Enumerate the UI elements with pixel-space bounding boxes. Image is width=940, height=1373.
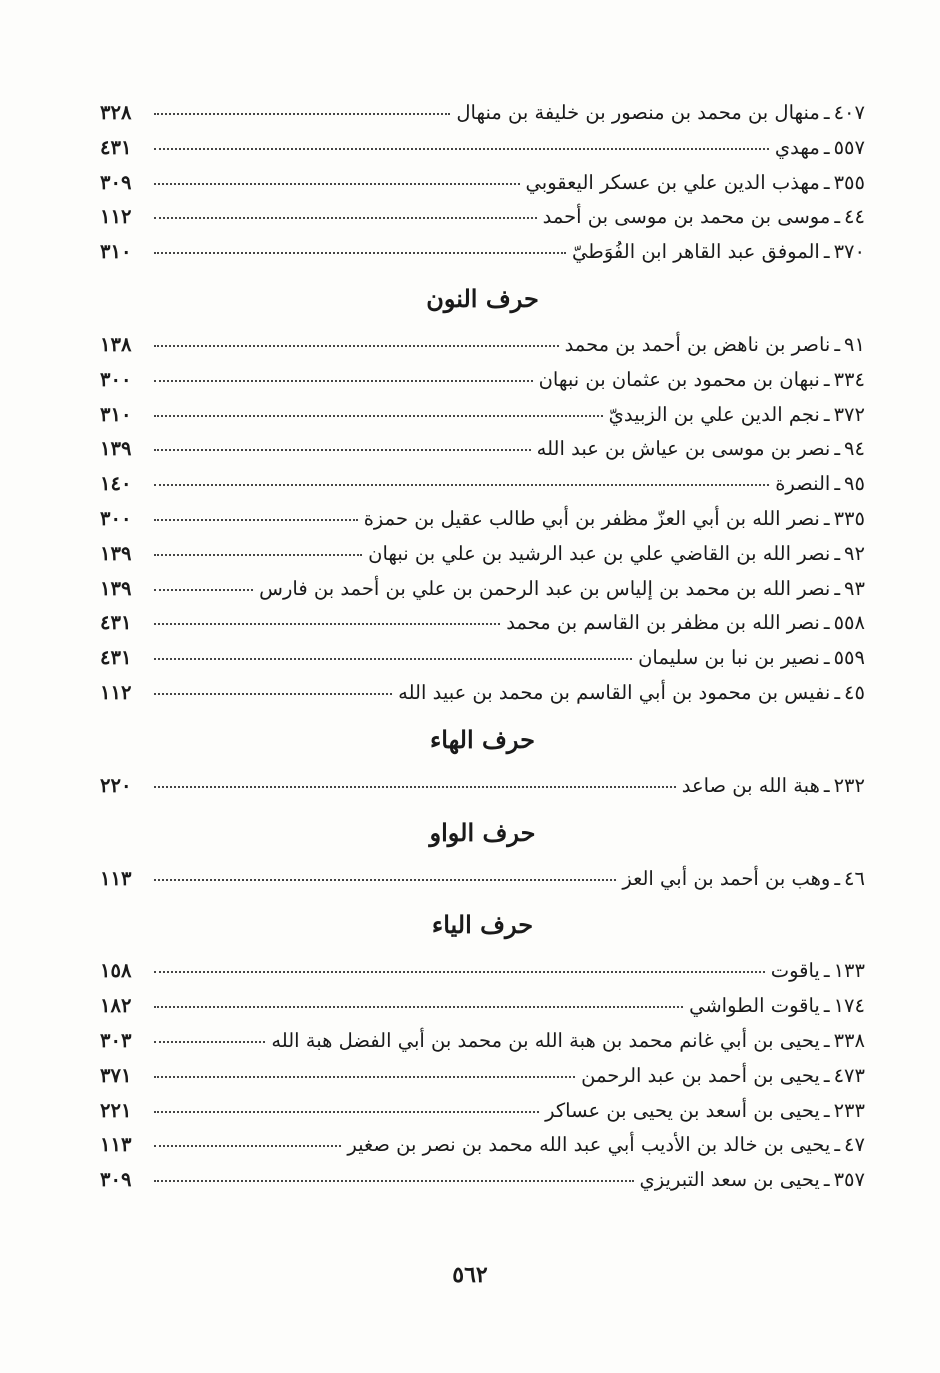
leader-dots xyxy=(154,1143,341,1147)
entry-page: ١١٢ xyxy=(100,205,132,229)
entry-page: ٢٢٠ xyxy=(100,773,132,797)
leader-dots xyxy=(154,482,769,486)
index-entry xyxy=(100,502,865,537)
entry-page: ٢٢١ xyxy=(100,1098,132,1122)
entry-name: نبهان بن محمود بن عثمان بن نبهان xyxy=(538,367,820,391)
leader-dots xyxy=(154,111,450,115)
entry-dash: ـ xyxy=(823,367,830,391)
entry-page: ١١٣ xyxy=(100,1133,132,1157)
entry-page: ٣٧١ xyxy=(100,1063,132,1087)
index-entry xyxy=(100,769,865,804)
index-entry xyxy=(100,676,865,711)
entry-dash: ـ xyxy=(823,170,830,194)
entry-page: ١٥٨ xyxy=(100,959,132,983)
entry-name: منهال بن محمد بن منصور بن خليفة بن منهال xyxy=(456,101,820,124)
index-entry xyxy=(100,96,865,131)
entry-name: ناصر بن ناهض بن أحمد بن محمد xyxy=(564,332,831,356)
leader-dots xyxy=(154,1004,683,1008)
leader-dots xyxy=(154,691,392,695)
index-section xyxy=(100,711,865,804)
leader-dots xyxy=(154,1039,265,1043)
entry-page: ١٣٩ xyxy=(100,576,132,600)
section-heading: حرف الهاء xyxy=(430,724,535,754)
entry-name: نصر الله بن مظفر بن القاسم بن محمد xyxy=(506,611,820,635)
entry-dash: ـ xyxy=(823,959,830,983)
index-entry xyxy=(100,398,865,433)
entry-number: ٩٢ xyxy=(844,541,865,565)
entry-page: ١١٣ xyxy=(100,866,132,890)
entry-dash: ـ xyxy=(823,1168,830,1192)
entry-dash: ـ xyxy=(823,611,830,635)
leader-dots xyxy=(154,413,603,417)
entry-name: ياقوت الطواشي xyxy=(689,994,820,1018)
entry-page: ٣٠٣ xyxy=(100,1028,132,1052)
leader-dots xyxy=(154,552,362,556)
entry-name: يحيى بن خالد بن الأديب أبي عبد الله محمد بن نصر بن صغير xyxy=(347,1133,831,1157)
entry-number: ٥٥٨ xyxy=(833,611,865,635)
entry-page: ٣٠٠ xyxy=(100,367,132,391)
entry-dash: ـ xyxy=(834,472,841,496)
entry-dash: ـ xyxy=(823,1098,830,1122)
entry-number: ٥٥٧ xyxy=(833,135,865,159)
entry-number: ٣٧٠ xyxy=(833,240,865,264)
entry-number: ١٧٤ xyxy=(833,994,865,1018)
entry-name: الموفق عبد القاهر ابن الفُوَطيّ xyxy=(572,240,820,264)
index-entry xyxy=(100,1024,865,1059)
entry-dash: ـ xyxy=(823,101,830,124)
index-entry xyxy=(100,954,865,989)
entry-dash: ـ xyxy=(834,680,841,704)
index-entry xyxy=(100,1163,865,1198)
leader-dots xyxy=(154,250,566,254)
index-section xyxy=(100,96,865,270)
index-section xyxy=(100,270,865,711)
index-entry xyxy=(100,989,865,1024)
entry-page: ٤٣١ xyxy=(100,611,132,635)
entry-dash: ـ xyxy=(823,646,830,670)
entry-dash: ـ xyxy=(834,1133,841,1157)
index-entry xyxy=(100,537,865,572)
leader-dots xyxy=(154,784,676,788)
entry-number: ٢٣٢ xyxy=(833,773,865,797)
index-entry xyxy=(100,572,865,607)
entry-number: ٣٣٤ xyxy=(833,367,865,391)
entry-page: ١٣٩ xyxy=(100,541,132,565)
entry-dash: ـ xyxy=(834,541,841,565)
entry-name: يحيى بن سعد التبريزي xyxy=(639,1168,820,1192)
entry-number: ٣٧٢ xyxy=(833,402,865,426)
entry-number: ٤٦ xyxy=(844,866,865,890)
entry-number: ٣٥٥ xyxy=(833,170,865,194)
entry-page: ٣٢٨ xyxy=(100,101,132,124)
leader-dots xyxy=(154,215,537,219)
entry-name: نصر الله بن محمد بن إلياس بن عبد الرحمن بن علي بن أحمد بن فارس xyxy=(259,576,831,600)
entry-number: ١٣٣ xyxy=(833,959,865,983)
entry-dash: ـ xyxy=(823,1063,830,1087)
entry-page: ٣٠٩ xyxy=(100,1168,132,1192)
index-entry xyxy=(100,363,865,398)
entry-dash: ـ xyxy=(823,1028,830,1052)
entry-dash: ـ xyxy=(823,240,830,264)
entry-dash: ـ xyxy=(834,205,841,229)
entry-name: وهب بن أحمد بن أبي العز xyxy=(622,866,831,890)
entry-name: نصر الله بن القاضي علي بن عبد الرشيد بن علي بن نبهان xyxy=(368,541,831,565)
entry-number: ٣٣٥ xyxy=(833,506,865,530)
leader-dots xyxy=(154,1074,575,1078)
leader-dots xyxy=(154,621,500,625)
entry-name: نفيس بن محمود بن أبي القاسم بن محمد بن عبيد الله xyxy=(398,680,831,704)
index-entry xyxy=(100,467,865,502)
entry-name: يحيى بن أبي غانم محمد بن هبة الله بن محمد بن أبي الفضل هبة الله xyxy=(271,1028,820,1052)
entry-number: ٩٤ xyxy=(844,437,865,461)
entry-number: ٣٥٧ xyxy=(833,1168,865,1192)
entry-name: نصر بن موسى بن عياش بن عبد الله xyxy=(536,437,831,461)
entry-page: ١٣٩ xyxy=(100,437,132,461)
entry-dash: ـ xyxy=(834,576,841,600)
entry-number: ٢٣٣ xyxy=(833,1098,865,1122)
entry-dash: ـ xyxy=(823,402,830,426)
entry-page: ٣١٠ xyxy=(100,240,132,264)
leader-dots xyxy=(154,447,531,451)
index-entry xyxy=(100,328,865,363)
entry-number: ٤٧ xyxy=(844,1133,865,1157)
index-section xyxy=(100,804,865,897)
entry-dash: ـ xyxy=(834,866,841,890)
section-heading: حرف الواو xyxy=(429,817,536,847)
entry-name: نجم الدين علي بن الزبيديّ xyxy=(608,402,820,426)
entry-number: ٤٧٣ xyxy=(833,1063,865,1087)
index-entry xyxy=(100,200,865,235)
leader-dots xyxy=(154,181,520,185)
leader-dots xyxy=(154,969,765,973)
page-number: ٥٦٢ xyxy=(452,1262,488,1288)
index-entry xyxy=(100,1059,865,1094)
entry-name: يحيى بن أسعد بن يحيى بن عساكر xyxy=(545,1098,820,1122)
entry-name: هبة الله بن صاعد xyxy=(681,773,820,797)
entry-name: موسى بن محمد بن موسى بن أحمد xyxy=(542,205,831,229)
entry-name: نصير بن نبا بن سليمان xyxy=(638,646,820,670)
index-entry xyxy=(100,1094,865,1129)
entry-number: ٤٤ xyxy=(844,205,865,229)
entry-page: ١١٢ xyxy=(100,680,132,704)
index-entry xyxy=(100,641,865,676)
entry-page: ١٤٠ xyxy=(100,472,132,496)
entry-number: ٩٣ xyxy=(844,576,865,600)
entry-number: ٩١ xyxy=(844,332,865,356)
index-entry xyxy=(100,432,865,467)
entry-dash: ـ xyxy=(823,135,830,159)
leader-dots xyxy=(154,146,769,150)
entry-name: نصر الله بن أبي العزّ مظفر بن أبي طالب عقيل بن حمزة xyxy=(363,506,820,530)
entry-dash: ـ xyxy=(823,773,830,797)
index-entry xyxy=(100,606,865,641)
entry-page: ٣٠٠ xyxy=(100,506,132,530)
entry-page: ٣١٠ xyxy=(100,402,132,426)
entry-dash: ـ xyxy=(834,332,841,356)
entry-number: ٤٠٧ xyxy=(833,101,865,124)
index-section xyxy=(100,896,865,1198)
entry-page: ٤٣١ xyxy=(100,646,132,670)
entry-name: ياقوت xyxy=(770,959,820,983)
leader-dots xyxy=(154,1109,539,1113)
entry-dash: ـ xyxy=(834,437,841,461)
entry-dash: ـ xyxy=(823,506,830,530)
index-entry xyxy=(100,166,865,201)
section-heading: حرف النون xyxy=(426,283,539,313)
entry-page: ١٨٢ xyxy=(100,994,132,1018)
leader-dots xyxy=(154,587,253,591)
entry-number: ٥٥٩ xyxy=(833,646,865,670)
entry-page: ٣٠٩ xyxy=(100,170,132,194)
entry-number: ٩٥ xyxy=(844,472,865,496)
entry-number: ٤٥ xyxy=(844,680,865,704)
entry-page: ٤٣١ xyxy=(100,135,132,159)
leader-dots xyxy=(154,378,533,382)
entry-name: مهذب الدين علي بن عسكر اليعقوبي xyxy=(525,170,820,194)
leader-dots xyxy=(154,877,616,881)
entry-number: ٣٣٨ xyxy=(833,1028,865,1052)
leader-dots xyxy=(154,517,358,521)
leader-dots xyxy=(154,1178,634,1182)
index-entry xyxy=(100,862,865,897)
entry-dash: ـ xyxy=(823,994,830,1018)
leader-dots xyxy=(154,656,632,660)
index-page xyxy=(100,96,865,1198)
index-entry xyxy=(100,131,865,166)
entry-page: ١٣٨ xyxy=(100,332,132,356)
entry-name: النصرة xyxy=(775,472,831,496)
leader-dots xyxy=(154,343,559,347)
index-entry xyxy=(100,1128,865,1163)
entry-name: يحيى بن أحمد بن عبد الرحمن xyxy=(581,1063,820,1087)
index-entry xyxy=(100,235,865,270)
entry-name: مهدي xyxy=(774,135,820,159)
section-heading: حرف الياء xyxy=(431,910,534,940)
